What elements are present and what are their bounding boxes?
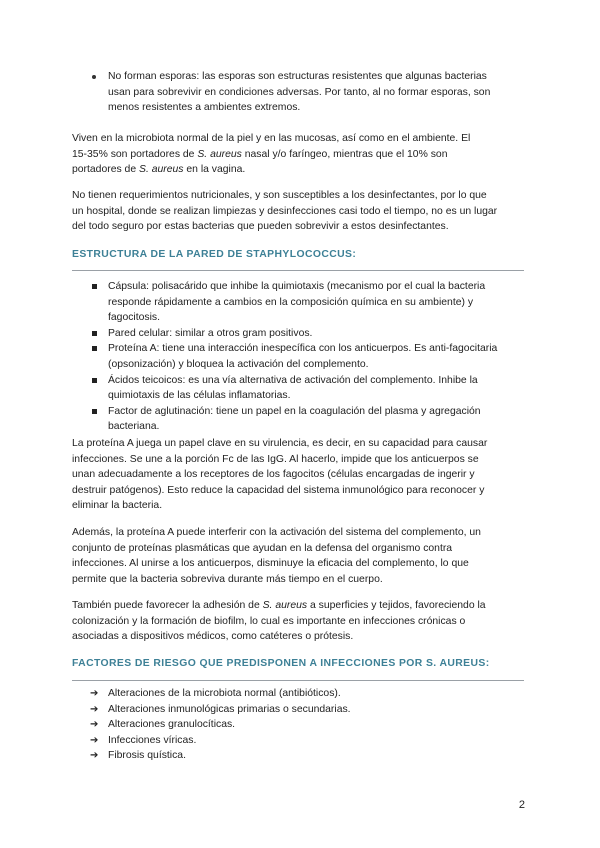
species-name: S. aureus: [262, 600, 308, 611]
adhesion-paragraph: También puede favorecer la adhesión de S. aureus a superficies y tejidos, favoreciendo la colonización y la formación de biofilm, lo cual es importante en infecciones crónicas o asociadas a dispositivos médicos, como catéteres o prótesis.: [72, 600, 486, 643]
list-item: Factor de aglutinación: tiene un papel en la coagulación del plasma y agregación bacteriana.: [108, 404, 528, 435]
arrow-bullet-icon: ➔: [90, 734, 99, 746]
list-item: Proteína A: tiene una interacción inespecífica con los anticuerpos. Es anti-fagocitaria (opsonización) y bloquea la activación del complemento.: [108, 341, 528, 372]
list-item: Ácidos teicoicos: es una vía alternativa de activación del complemento. Inhibe la quimiotaxis de las células inflamatorias.: [108, 373, 528, 404]
bullet-line: usan para sobrevivir en condiciones adversas. Por tanto, al no formar esporas, son: [108, 86, 491, 98]
bullet-line: No forman esporas: las esporas son estructuras resistentes que algunas bacterias: [108, 71, 487, 82]
arrow-bullet-icon: ➔: [90, 703, 99, 715]
arrow-bullet-icon: ➔: [90, 688, 99, 699]
risk-factors-list: [90, 686, 528, 764]
arrow-bullet-icon: ➔: [90, 750, 99, 762]
section-divider: [72, 680, 524, 681]
section-divider: [72, 270, 524, 271]
protein-a-virulence-paragraph: La proteína A juega un papel clave en su virulencia, es decir, en su capacidad para causar infecciones. Se une a la porción Fc de las IgG. Al hacerlo, impide que los anticuerpos se unan adecuadamente a los receptores de los fagocitos (células encargadas de ingerir y destruir patógenos). Esto reduce la capacidad del sistema inmunológico para reconocer y eliminar la bacteria.: [72, 438, 488, 512]
list-item: ➔ Alteraciones granulocíticas.: [90, 719, 236, 731]
square-bullet-icon: [92, 284, 97, 289]
species-name: S. aureus: [139, 164, 184, 176]
square-bullet-icon: [92, 409, 97, 414]
nutrition-paragraph: No tienen requerimientos nutricionales, y son susceptibles a los desinfectantes, por lo que un hospital, donde se realizan limpiezas y desinfecciones casi todo el tiempo, no es un lugar del todo seguro por estas bacterias que pueden sobrevivir a estos desinfectantes.: [72, 190, 498, 233]
list-item: ➔ Fibrosis quística.: [90, 750, 186, 762]
arrow-bullet-icon: ➔: [90, 719, 99, 731]
square-bullet-icon: [92, 346, 97, 351]
complement-paragraph: Además, la proteína A puede interferir con la activación del sistema del complemento, un conjunto de proteínas plasmáticas que ayudan en la defensa del organismo contra infecciones. Al unirse a los anticuerpos, disminuye la eficacia del complemento, lo que permite que la bacteria sobreviva durante más tiempo en el cuerpo.: [72, 527, 481, 585]
microbiota-paragraph: Viven en la microbiota normal de la piel y en las mucosas, así como en el ambiente. El 15-35% son portadores de S. aureus nasal y/o faríngeo, mientras que el 10% son portadores de S. aureus en la vagina.: [72, 133, 471, 176]
list-item: Cápsula: polisacárido que inhibe la quimiotaxis (mecanismo por el cual la bacteria responde rápidamente a cambios en la composición química en su ambiente) y fagocitosis.: [108, 279, 528, 326]
spores-bullet-list: [108, 69, 528, 116]
list-item: Pared celular: similar a otros gram positivos.: [108, 326, 528, 342]
square-bullet-icon: [92, 331, 97, 336]
section-heading-risk-factors: FACTORES DE RIESGO QUE PREDISPONEN A INFECCIONES POR S. AUREUS:: [72, 658, 490, 669]
square-bullet-icon: [92, 378, 97, 383]
list-item: [108, 69, 528, 116]
species-name: S. aureus: [197, 148, 242, 160]
bullet-line: menos resistentes a ambientes extremos.: [108, 102, 301, 114]
list-item: ➔ Alteraciones inmunológicas primarias o secundarias.: [90, 703, 351, 715]
list-item: ➔ Infecciones víricas.: [90, 734, 197, 746]
wall-structure-list: [108, 279, 528, 435]
list-item: ➔ Alteraciones de la microbiota normal (antibióticos).: [90, 688, 341, 699]
bullet-dot-icon: [92, 75, 96, 79]
section-heading-wall-structure: ESTRUCTURA DE LA PARED DE STAPHYLOCOCCUS:: [72, 249, 357, 260]
page-number: 2: [518, 799, 525, 811]
